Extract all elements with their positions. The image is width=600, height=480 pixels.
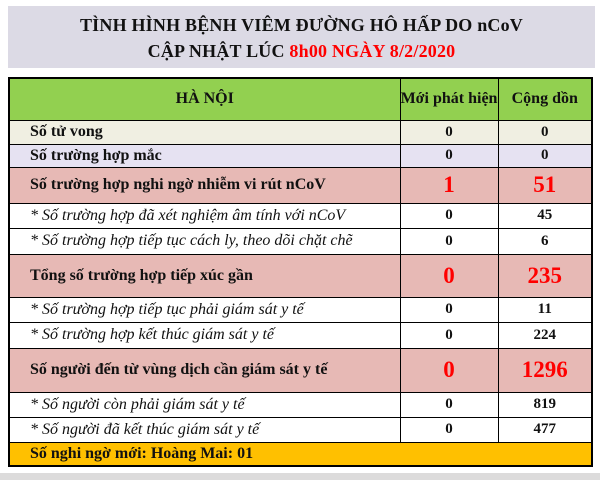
cumulative-cell: 235 xyxy=(498,254,592,297)
new-cases-cell: 0 xyxy=(400,144,498,167)
row-label: * Số người đã kết thúc giám sát y tế xyxy=(9,417,400,442)
table-row-confirmed xyxy=(9,144,592,167)
bottom-margin xyxy=(0,473,600,480)
cumulative-cell: 0 xyxy=(498,144,592,167)
table-row-suspected xyxy=(9,167,592,203)
cumulative-cell: 1296 xyxy=(498,348,592,392)
cumulative-cell: 819 xyxy=(498,392,592,417)
row-label: * Số trường hợp tiếp tục phải giám sát y tế xyxy=(9,297,400,322)
cumulative-cell: 11 xyxy=(498,297,592,322)
table-row-from-epidemic-area xyxy=(9,348,592,392)
new-cases-cell: 0 xyxy=(400,297,498,322)
table-row-in-isolation xyxy=(9,228,592,254)
report-title-line2 xyxy=(8,38,595,64)
table-header-row xyxy=(9,78,592,120)
table-row-contacts-monitored xyxy=(9,297,592,322)
table-row-still-monitored xyxy=(9,392,592,417)
row-label: * Số trường hợp đã xét nghiệm âm tính với nCoV xyxy=(9,203,400,228)
new-cases-cell: 0 xyxy=(400,392,498,417)
new-cases-cell: 0 xyxy=(400,120,498,144)
table-row-contacts-finished xyxy=(9,322,592,348)
new-cases-cell: 0 xyxy=(400,417,498,442)
table-row-tested-negative xyxy=(9,203,592,228)
cumulative-cell: 477 xyxy=(498,417,592,442)
row-label: Tổng số trường hợp tiếp xúc gần xyxy=(9,254,400,297)
table-row-monitoring-finished xyxy=(9,417,592,442)
report-title-block xyxy=(8,6,595,68)
new-cases-cell: 0 xyxy=(400,348,498,392)
update-time-value: 8h00 NGÀY 8/2/2020 xyxy=(289,41,456,61)
new-cases-cell: 0 xyxy=(400,322,498,348)
row-label: Số trường hợp mắc xyxy=(9,144,400,167)
new-suspected-note: Số nghi ngờ mới: Hoàng Mai: 01 xyxy=(9,442,592,466)
cumulative-cell: 45 xyxy=(498,203,592,228)
new-cases-cell: 0 xyxy=(400,254,498,297)
row-label: Số người đến từ vùng dịch cần giám sát y tế xyxy=(9,348,400,392)
row-label: Số trường hợp nghi ngờ nhiễm vi rút nCoV xyxy=(9,167,400,203)
cumulative-cell: 0 xyxy=(498,120,592,144)
cumulative-cell: 224 xyxy=(498,322,592,348)
new-cases-cell: 0 xyxy=(400,228,498,254)
update-time-prefix: CẬP NHẬT LÚC xyxy=(147,41,290,61)
report-title-line1: TÌNH HÌNH BỆNH VIÊM ĐƯỜNG HÔ HẤP DO nCoV xyxy=(79,15,524,35)
row-label: * Số trường hợp tiếp tục cách ly, theo dõi chặt chẽ xyxy=(9,228,400,254)
row-label: Số tử vong xyxy=(9,120,400,144)
new-cases-cell: 0 xyxy=(400,203,498,228)
ncov-status-table xyxy=(8,77,593,467)
row-label: * Số người còn phải giám sát y tế xyxy=(9,392,400,417)
table-row-close-contacts xyxy=(9,254,592,297)
cumulative-cell: 6 xyxy=(498,228,592,254)
table-footer-row xyxy=(9,442,592,466)
new-cases-cell: 1 xyxy=(400,167,498,203)
cumulative-cell: 51 xyxy=(498,167,592,203)
header-region: HÀ NỘI xyxy=(9,78,400,120)
row-label: * Số trường hợp kết thúc giám sát y tế xyxy=(9,322,400,348)
table-row-deaths xyxy=(9,120,592,144)
header-cumulative: Cộng dồn xyxy=(498,78,592,120)
header-new-cases: Mới phát hiện xyxy=(400,78,498,120)
